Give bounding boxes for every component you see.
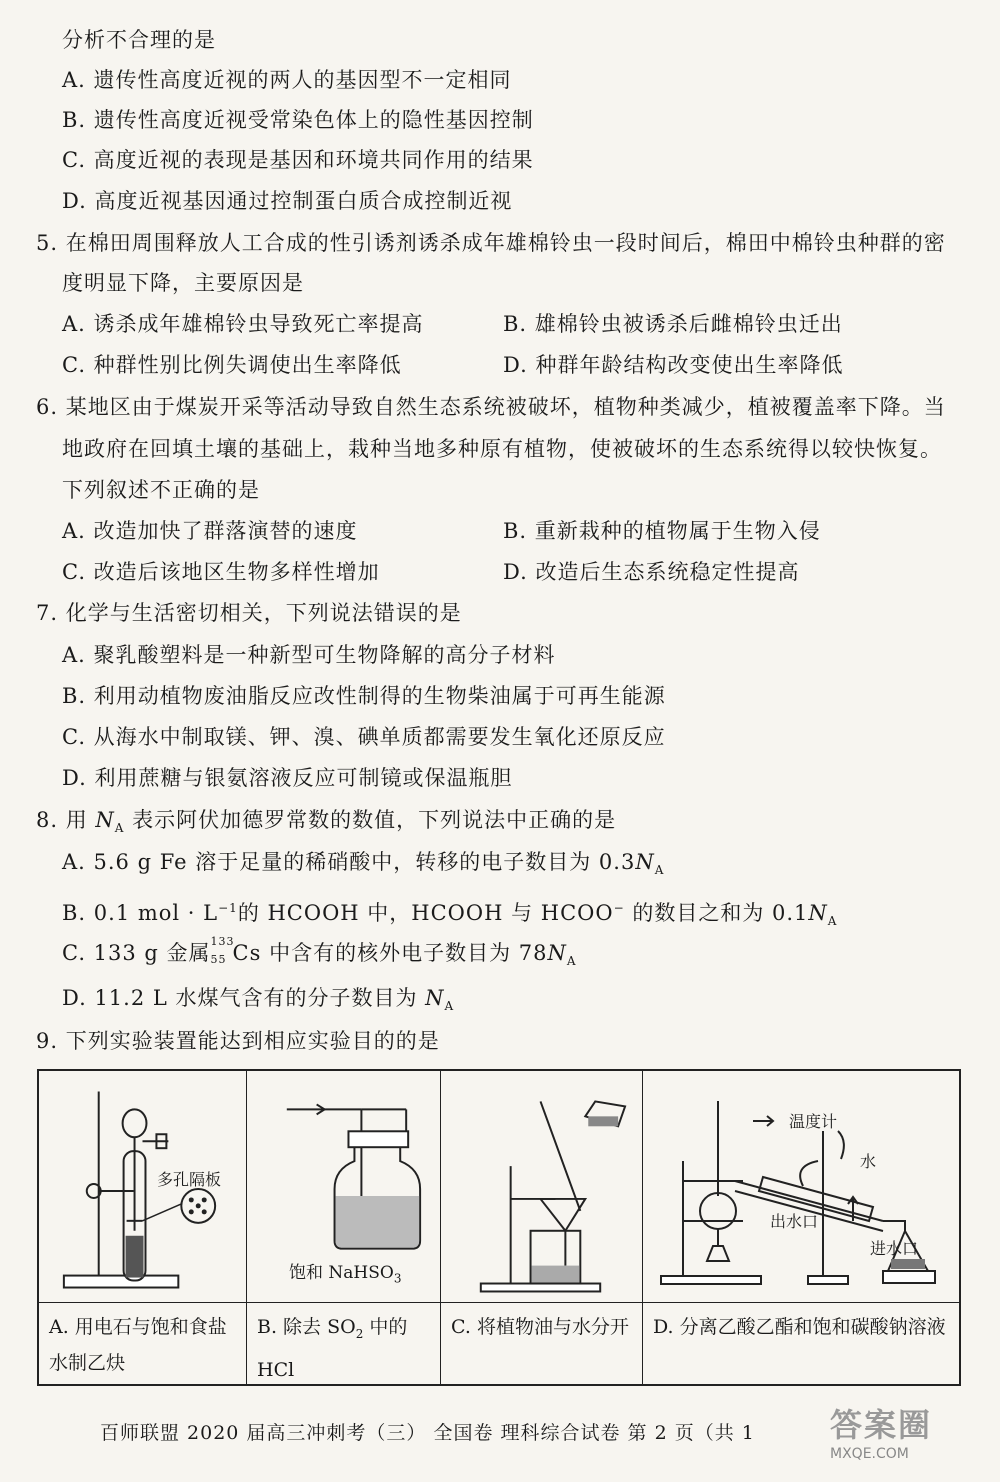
atomic-number: 55 bbox=[210, 953, 227, 966]
q8-option-d-text: D. 11.2 L 水煤气含有的分子数目为 bbox=[62, 986, 426, 1010]
q5-option-c: C. 种群性别比例失调使出生率降低 bbox=[62, 353, 402, 377]
apparatus-c-drawing bbox=[441, 1071, 642, 1302]
mass-number: 133 bbox=[210, 935, 235, 948]
watermark bbox=[830, 1400, 932, 1462]
q4-option-b: B. 遗传性高度近视受常染色体上的隐性基因控制 bbox=[62, 108, 534, 132]
q4-option-d: D. 高度近视基因通过控制蛋白质合成控制近视 bbox=[62, 189, 513, 213]
avogadro-symbol: N bbox=[635, 850, 655, 874]
q8-option-b bbox=[62, 893, 837, 936]
apparatus-c-cell bbox=[441, 1071, 643, 1302]
water-label: 水 bbox=[860, 1152, 877, 1171]
watermark-site: MXQE.COM bbox=[830, 1446, 909, 1462]
caption-a: A. 用电石与饱和食盐水制乙炔 bbox=[39, 1302, 247, 1384]
q8-option-c-post: Cs 中含有的核外电子数目为 78 bbox=[232, 941, 548, 965]
avogadro-symbol: N bbox=[808, 901, 828, 925]
q8-option-a bbox=[62, 847, 664, 885]
q5-stem-line1: 5. 在棉田周围释放人工合成的性引诱剂诱杀成年雄棉铃虫一段时间后，棉田中棉铃虫种群的密 bbox=[36, 231, 946, 255]
caption-b bbox=[247, 1302, 441, 1384]
q6-option-c: C. 改造后该地区生物多样性增加 bbox=[62, 560, 380, 584]
avogadro-symbol: N bbox=[95, 808, 115, 832]
q8-option-c bbox=[62, 935, 577, 976]
water-outlet-label: 出水口 bbox=[770, 1212, 819, 1231]
avogadro-subscript: A bbox=[444, 999, 455, 1014]
q8-option-d bbox=[62, 983, 454, 1021]
caption-d: D. 分离乙酸乙酯和饱和碳酸钠溶液 bbox=[643, 1302, 959, 1384]
nuclide-notation bbox=[210, 935, 235, 968]
nahso3-label-text: 饱和 NaHSO bbox=[289, 1263, 394, 1283]
q8-option-c-text: C. 133 g 金属 bbox=[62, 941, 211, 965]
q8-option-b-charge: − bbox=[613, 901, 625, 915]
q8-stem-pre: 8. 用 bbox=[36, 808, 96, 832]
watermark-logo: 答案圈 bbox=[830, 1406, 933, 1444]
q6-option-d: D. 改造后生态系统稳定性提高 bbox=[503, 560, 800, 584]
q7-option-b: B. 利用动植物废油脂反应改性制得的生物柴油属于可再生能源 bbox=[62, 684, 666, 708]
caption-b-text: B. 除去 SO bbox=[257, 1316, 356, 1338]
q5-option-a: A. 诱杀成年雄棉铃虫导致死亡率提高 bbox=[62, 312, 424, 336]
q8-stem-post: 表示阿伏加德罗常数的数值，下列说法中正确的是 bbox=[124, 808, 617, 832]
avogadro-symbol: N bbox=[547, 941, 567, 965]
apparatus-d-cell bbox=[643, 1071, 959, 1302]
q8-stem bbox=[36, 805, 616, 843]
caption-c: C. 将植物油与水分开 bbox=[441, 1302, 643, 1384]
q8-option-b-unit-exponent: −1 bbox=[218, 901, 238, 915]
apparatus-d-drawing bbox=[643, 1071, 959, 1302]
q7-option-a: A. 聚乳酸塑料是一种新型可生物降解的高分子材料 bbox=[62, 643, 556, 667]
q9-stem: 9. 下列实验装置能达到相应实验目的的是 bbox=[36, 1029, 440, 1053]
page-footer: 百师联盟 2020 届高三冲刺考（三） 全国卷 理科综合试卷 第 2 页（共 1 bbox=[100, 1422, 755, 1444]
nahso3-subscript: 3 bbox=[393, 1271, 402, 1286]
q8-option-b-post: 的数目之和为 0.1 bbox=[624, 901, 809, 925]
q5-stem-line2: 度明显下降，主要原因是 bbox=[62, 271, 304, 295]
porous-plate-label: 多孔隔板 bbox=[157, 1170, 222, 1189]
q6-option-a: A. 改造加快了群落演替的速度 bbox=[62, 519, 358, 543]
q5-option-b: B. 雄棉铃虫被诱杀后雌棉铃虫迁出 bbox=[503, 312, 843, 336]
q6-option-b: B. 重新栽种的植物属于生物入侵 bbox=[503, 519, 821, 543]
q5-option-d: D. 种群年龄结构改变使出生率降低 bbox=[503, 353, 844, 377]
caption-b-post: 中的 HCl bbox=[257, 1316, 408, 1381]
avogadro-subscript: A bbox=[566, 954, 577, 969]
q7-stem: 7. 化学与生活密切相关，下列说法错误的是 bbox=[36, 601, 462, 625]
q8-option-a-text: A. 5.6 g Fe 溶于足量的稀硝酸中，转移的电子数目为 0.3 bbox=[62, 850, 636, 874]
avogadro-subscript: A bbox=[114, 821, 125, 836]
avogadro-symbol: N bbox=[425, 986, 445, 1010]
q6-stem-line3: 下列叙述不正确的是 bbox=[62, 478, 260, 502]
q6-stem-line1: 6. 某地区由于煤炭开采等活动导致自然生态系统被破坏，植物种类减少，植被覆盖率下降。当 bbox=[36, 395, 946, 419]
thermometer-label: 温度计 bbox=[789, 1112, 838, 1131]
apparatus-a-cell bbox=[39, 1071, 247, 1302]
q8-option-b-mid: 的 HCOOH 中，HCOOH 与 HCOO bbox=[237, 901, 614, 925]
nahso3-label bbox=[289, 1258, 401, 1285]
q4-option-c: C. 高度近视的表现是基因和环境共同作用的结果 bbox=[62, 148, 534, 172]
apparatus-figure-table bbox=[37, 1069, 961, 1386]
avogadro-subscript: A bbox=[827, 914, 838, 929]
water-inlet-label: 进水口 bbox=[870, 1239, 919, 1258]
caption-b-subscript: 2 bbox=[355, 1326, 364, 1341]
avogadro-subscript: A bbox=[654, 863, 665, 878]
q6-stem-line2: 地政府在回填土壤的基础上，栽种当地多种原有植物，使被破坏的生态系统得以较快恢复。 bbox=[62, 437, 942, 461]
q4-stem-tail: 分析不合理的是 bbox=[62, 28, 216, 52]
q7-option-c: C. 从海水中制取镁、钾、溴、碘单质都需要发生氧化还原反应 bbox=[62, 725, 666, 749]
q8-option-b-text: B. 0.1 mol · L bbox=[62, 901, 219, 925]
q4-option-a: A. 遗传性高度近视的两人的基因型不一定相同 bbox=[62, 68, 512, 92]
apparatus-b-cell bbox=[247, 1071, 441, 1302]
q7-option-d: D. 利用蔗糖与银氨溶液反应可制镜或保温瓶胆 bbox=[62, 766, 513, 790]
